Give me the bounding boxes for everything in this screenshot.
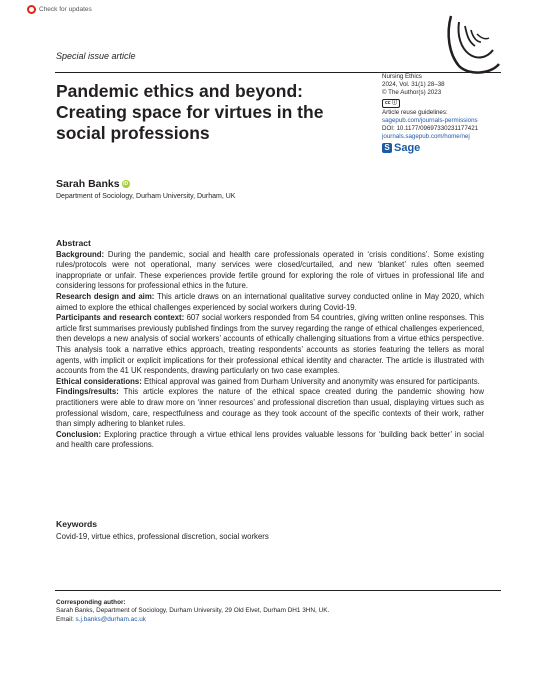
keywords-block	[56, 519, 269, 542]
abstract-section: Ethical considerations: Ethical approval was gained from Durham University and anonymity was ensured for participants.	[56, 376, 480, 386]
abstract-heading: Abstract	[56, 238, 91, 248]
abstract-section: Conclusion: Exploring practice through a virtue ethical lens provides valuable lessons for ‘building back better’ in social and health care professions.	[56, 429, 484, 450]
cc-license-icon[interactable]: cc ⓘ	[382, 99, 400, 108]
email-label: Email:	[56, 615, 76, 623]
volume-line: 2024, Vol. 31(1) 28–38	[382, 81, 445, 89]
abstract-section: Participants and research context: 607 social workers responded from 54 countries, giving written online responses. This article first summarises previously published findings from the survey regarding the range of ethical challenges experienced, then develops a new analysis of social workers’ accounts of ethically challenging situations from a virtue ethics perspective. This analysis took a narrative ethics approach, treating respondents’ accounts as stories featuring the tellers as moral agents, with implicit or explicit implications for their professional ethical identity and character. The article is illustrated with accounts from the 41 UK respondents, drawing particularly on two case examples.	[56, 313, 484, 376]
doi-line[interactable]: DOI: 10.1177/09697330231177421	[382, 125, 479, 133]
abstract-section: Findings/results: This article explores the nature of the ethical space created during the pandemic showing how practitioners were able to draw more on ‘inner resources’ and professional discretion than usual, displaying virtues such as professional wisdom, care, respectfulness and courage as they took account of the specific contexts of their work, rather than simply adhering to blanket rules.	[56, 387, 484, 429]
journal-metadata	[382, 73, 512, 153]
publisher-name: Sage	[394, 142, 421, 155]
journal-home-link[interactable]: journals.sagepub.com/home/nej	[382, 133, 470, 141]
publisher-logo[interactable]	[382, 143, 512, 153]
update-icon	[27, 5, 36, 14]
keywords-list: Covid-19, virtue ethics, professional discretion, social workers	[56, 531, 269, 541]
article-title: Pandemic ethics and beyond: Creating space for virtues in the social professions	[56, 81, 324, 143]
journal-logo	[441, 14, 503, 76]
author-affiliation: Department of Sociology, Durham University, Durham, UK	[56, 193, 236, 200]
abstract-section: Research design and aim: This article draws on an international qualitative survey conducted online in May 2020, which aimed to explore the ethical challenges experienced by social workers during Covid-19.	[56, 291, 484, 312]
author-name: Sarah Banks	[56, 178, 120, 190]
orcid-icon[interactable]: iD	[123, 181, 129, 187]
author-line	[56, 178, 130, 190]
correspondence-address: Sarah Banks, Department of Sociology, Durham University, 29 Old Elvet, Durham DH1 3HN, UK.	[56, 607, 330, 615]
keywords-heading: Keywords	[56, 519, 98, 529]
check-for-updates-label: Check for updates	[39, 6, 92, 13]
reuse-link[interactable]: sagepub.com/journals-permissions	[382, 116, 478, 124]
article-type-label: Special issue article	[56, 51, 136, 61]
correspondence-block	[56, 599, 329, 624]
correspondence-label: Corresponding author:	[56, 599, 126, 606]
email-link[interactable]: s.j.banks@durham.ac.uk	[75, 615, 146, 623]
abstract-block	[56, 238, 484, 451]
copyright-line: © The Author(s) 2023	[382, 89, 442, 97]
abstract-section: Background: During the pandemic, social and health care professionals operated in ‘crisis conditions’. Some existing rules/protocols were not operational, many services were closed/curtailed, and new ‘blanket’ rules often seemed inappropriate or unfair. These experiences provide fertile ground for exploring the role of virtues in professional life and considering lessons for professional ethics in the future.	[56, 249, 484, 291]
journal-name: Nursing Ethics	[382, 73, 422, 80]
reuse-label: Article reuse guidelines:	[382, 108, 448, 116]
check-for-updates-badge[interactable]	[27, 5, 92, 14]
sage-icon: S	[382, 143, 392, 153]
footer-divider	[55, 590, 501, 591]
